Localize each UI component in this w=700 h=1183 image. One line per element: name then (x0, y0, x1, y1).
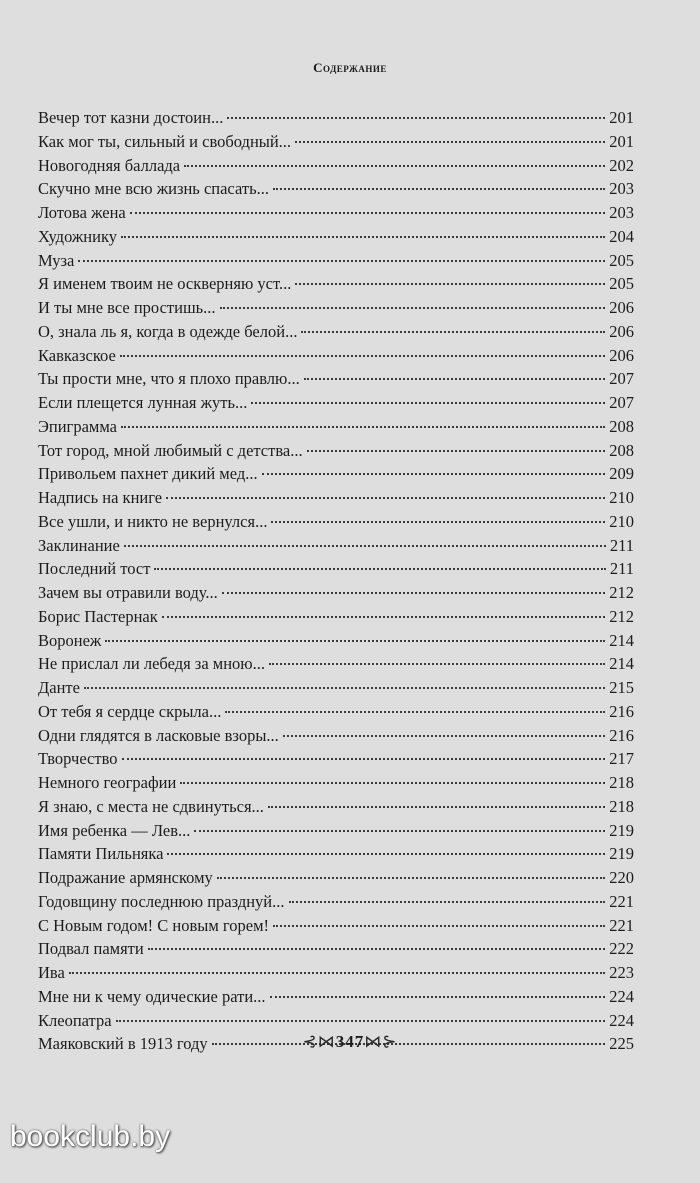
toc-entry-page: 220 (609, 868, 634, 887)
toc-entry-page: 211 (609, 559, 634, 579)
toc-entry-page: 216 (609, 701, 634, 721)
toc-entry (38, 510, 634, 534)
toc-entry-title: Клеопатра (38, 1010, 112, 1030)
toc-leader-dots (84, 687, 605, 689)
toc-leader-dots (130, 212, 606, 214)
toc-entry (38, 985, 634, 1009)
toc-entry (38, 534, 634, 558)
toc-entry (38, 581, 634, 605)
toc-entry (38, 842, 634, 866)
toc-entry-title: И ты мне все простишь... (38, 298, 216, 317)
toc-leader-dots (295, 283, 605, 285)
toc-entry-title: Одни глядятся в ласковые взоры... (38, 725, 279, 745)
toc-entry-title: Муза (38, 250, 75, 270)
toc-leader-dots (121, 236, 605, 238)
page-number: 347 (335, 1032, 365, 1051)
toc-entry-page: 223 (609, 963, 634, 982)
toc-entry-page: 201 (609, 108, 634, 127)
toc-entry-title: Я именем твоим не оскверняю уст... (38, 274, 292, 294)
toc-entry-page: 219 (609, 844, 634, 864)
toc-entry-title: Немного географии (38, 773, 177, 792)
toc-entry (38, 344, 634, 368)
toc-leader-dots (105, 640, 605, 642)
toc-entry-page: 203 (609, 179, 634, 199)
toc-entry (38, 415, 634, 439)
toc-entry (38, 296, 634, 320)
toc-entry-page: 208 (609, 440, 634, 460)
toc-entry-title: Тот город, мной любимый с детства... (38, 440, 303, 460)
toc-leader-dots (167, 853, 605, 855)
toc-leader-dots (166, 497, 605, 499)
ornament-right-icon: ⋈⊱ (364, 1032, 398, 1051)
toc-entry (38, 771, 634, 795)
toc-entry-page: 218 (609, 796, 634, 816)
toc-entry (38, 819, 634, 843)
toc-leader-dots (122, 758, 606, 760)
toc-entry-title: Эпиграмма (38, 416, 117, 436)
toc-entry-title: Художнику (38, 226, 118, 246)
toc-leader-dots (184, 165, 605, 167)
toc-entry-page: 206 (609, 345, 634, 365)
toc-entry-title: Лотова жена (38, 203, 126, 222)
toc-entry-page: 207 (609, 393, 634, 412)
toc-entry (38, 1009, 634, 1033)
toc-entry-title: Воронеж (38, 630, 102, 650)
toc-entry-title: Подвал памяти (38, 939, 144, 959)
toc-entry-title: Все ушли, и никто не вернулся... (38, 511, 268, 531)
toc-entry (38, 272, 634, 296)
toc-entry-title: Я знаю, с места не сдвинуться... (38, 796, 264, 816)
toc-entry-title: Не прислал ли лебедя за мною... (38, 654, 265, 674)
toc-leader-dots (162, 616, 605, 618)
toc-entry (38, 866, 634, 890)
toc-entry-title: Творчество (38, 749, 118, 769)
toc-entry-page: 221 (609, 891, 634, 911)
toc-entry (38, 486, 634, 510)
toc-entry-page: 205 (609, 250, 634, 270)
watermark-logo: bookclub.by (10, 1120, 171, 1153)
toc-entry-page: 224 (609, 1010, 634, 1030)
toc-leader-dots (180, 782, 605, 784)
toc-entry (38, 652, 634, 676)
toc-leader-dots (194, 830, 605, 832)
toc-entry-title: Ты прости мне, что я плохо правлю... (38, 369, 300, 389)
toc-entry-page: 203 (609, 203, 634, 222)
toc-entry (38, 676, 634, 700)
toc-entry-page: 209 (609, 464, 634, 484)
toc-entry-title: Как мог ты, сильный и свободный... (38, 131, 292, 151)
toc-entry-page: 214 (609, 654, 634, 674)
toc-entry-title: Кавказское (38, 345, 116, 365)
toc-leader-dots (271, 521, 605, 523)
toc-entry (38, 320, 634, 344)
toc-entry-title: Мне ни к чему одические рати... (38, 986, 266, 1006)
toc-leader-dots (148, 948, 606, 950)
toc-entry-page: 218 (609, 773, 634, 792)
toc-entry-title: Данте (38, 678, 80, 697)
toc-leader-dots (295, 141, 605, 143)
toc-entry (38, 557, 634, 581)
toc-entry-title: Скучно мне всю жизнь спасать... (38, 179, 269, 199)
toc-entry-title: Памяти Пильняка (38, 844, 164, 864)
toc-entry-title: Вечер тот казни достоин... (38, 108, 224, 127)
toc-entry-page: 204 (609, 226, 634, 246)
toc-leader-dots (301, 331, 605, 333)
toc-leader-dots (220, 307, 606, 309)
toc-leader-dots (78, 260, 605, 262)
toc-leader-dots (251, 402, 605, 404)
toc-entry-page: 211 (609, 535, 634, 555)
toc-entry (38, 249, 634, 273)
toc-entry-title: Годовщину последнюю празднуй... (38, 891, 285, 911)
toc-entry-page: 217 (609, 749, 634, 769)
toc-leader-dots (269, 663, 605, 665)
toc-entry-page: 210 (609, 488, 634, 507)
toc-entry (38, 177, 634, 201)
ornament-left-icon: ⊰⋈ (302, 1032, 336, 1051)
toc-entry (38, 724, 634, 748)
toc-entry (38, 937, 634, 961)
toc-entry-title: С Новым годом! С новым горем! (38, 915, 270, 935)
toc-entry-title: От тебя я сердце скрыла... (38, 701, 222, 721)
toc-entry-page: 207 (609, 369, 634, 389)
toc-entry-page: 206 (609, 298, 634, 317)
page-number-footer (0, 1032, 700, 1052)
toc-entry-page: 225 (609, 1034, 634, 1054)
toc-entry-title: Зачем вы отравили воду... (38, 583, 218, 602)
toc-leader-dots (69, 972, 605, 974)
toc-entry-page: 222 (609, 939, 634, 959)
toc-entry (38, 130, 634, 154)
toc-entry (38, 914, 634, 938)
toc-entry (38, 795, 634, 819)
toc-entry-page: 212 (609, 606, 634, 626)
toc-entry (38, 961, 634, 985)
toc-entry-page: 208 (609, 416, 634, 436)
toc-entry-page: 215 (609, 678, 634, 697)
toc-entry-title: О, знала ль я, когда в одежде белой... (38, 321, 298, 341)
toc-leader-dots (307, 450, 606, 452)
toc-entry-page: 201 (609, 131, 634, 151)
toc-entry-title: Маяковский в 1913 году (38, 1034, 208, 1054)
toc-leader-dots (270, 996, 606, 998)
toc-entry (38, 747, 634, 771)
toc-entry (38, 700, 634, 724)
toc-leader-dots (217, 877, 605, 879)
table-of-contents (38, 106, 634, 1056)
toc-leader-dots (225, 711, 605, 713)
toc-leader-dots (304, 378, 606, 380)
toc-entry-title: Имя ребенка — Лев... (38, 820, 191, 840)
toc-entry (38, 201, 634, 225)
toc-entry (38, 605, 634, 629)
contents-heading: Содержание (313, 60, 387, 75)
toc-entry-title: Ива (38, 963, 65, 982)
toc-leader-dots (222, 592, 605, 594)
toc-entry-title: Привольем пахнет дикий мед... (38, 464, 258, 484)
toc-entry (38, 439, 634, 463)
toc-entry-page: 206 (609, 321, 634, 341)
toc-entry (38, 462, 634, 486)
toc-entry (38, 391, 634, 415)
toc-leader-dots (120, 355, 605, 357)
toc-entry-page: 205 (609, 274, 634, 294)
toc-entry-page: 224 (609, 986, 634, 1006)
toc-leader-dots (227, 117, 605, 119)
toc-entry-title: Если плещется лунная жуть... (38, 393, 248, 412)
toc-leader-dots (289, 901, 606, 903)
toc-leader-dots (283, 735, 605, 737)
toc-entry-page: 212 (609, 583, 634, 602)
toc-leader-dots (273, 188, 605, 190)
toc-entry-title: Борис Пастернак (38, 606, 158, 626)
toc-entry-title: Заклинание (38, 535, 120, 555)
toc-leader-dots (262, 473, 606, 475)
toc-entry (38, 106, 634, 130)
toc-entry-title: Последний тост (38, 559, 151, 579)
toc-leader-dots (124, 545, 606, 547)
toc-entry-page: 219 (609, 820, 634, 840)
toc-entry (38, 154, 634, 178)
toc-leader-dots (121, 426, 605, 428)
toc-entry-page: 210 (609, 511, 634, 531)
toc-entry (38, 629, 634, 653)
toc-entry (38, 225, 634, 249)
toc-entry (38, 367, 634, 391)
toc-leader-dots (273, 925, 605, 927)
toc-leader-dots (116, 1020, 606, 1022)
toc-entry-title: Новогодняя баллада (38, 155, 181, 175)
toc-entry-page: 221 (609, 915, 634, 935)
toc-entry-page: 216 (609, 725, 634, 745)
toc-entry (38, 890, 634, 914)
toc-leader-dots (268, 806, 605, 808)
toc-leader-dots (154, 568, 605, 570)
toc-entry-title: Подражание армянскому (38, 868, 213, 887)
toc-entry-page: 202 (609, 155, 634, 175)
toc-entry-page: 214 (609, 630, 634, 650)
toc-entry-title: Надпись на книге (38, 488, 163, 507)
